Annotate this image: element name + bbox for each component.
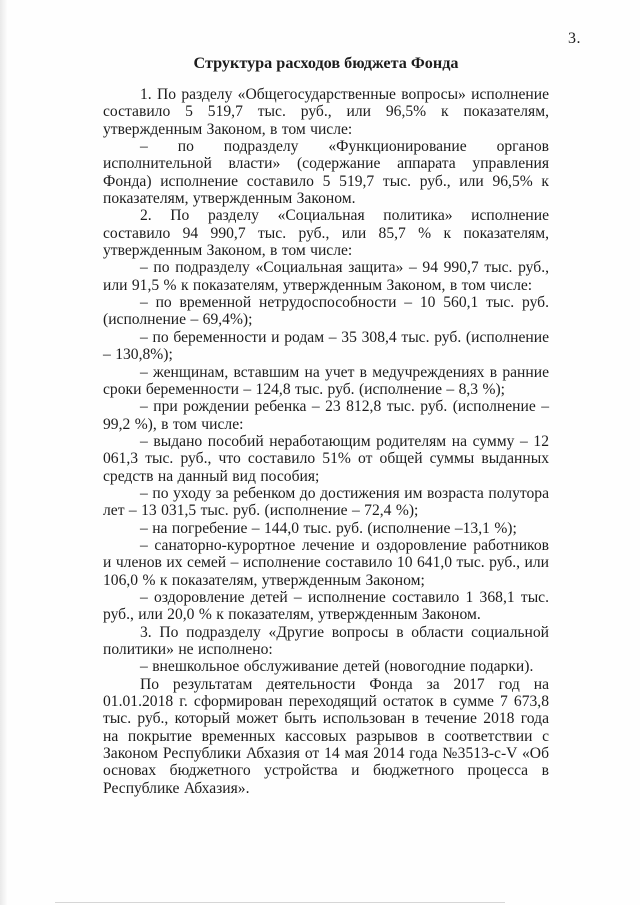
paragraph: – санаторно-курортное лечение и оздоровление работников и членов их семей – исполнение составило 10 641,0 тыс. руб., или 106,0 % к показателям, утвержденным Законом; bbox=[103, 536, 549, 589]
paragraph: 1. По разделу «Общегосударственные вопросы» исполнение составило 5 519,7 тыс. руб., или 96,5% к показателям, утвержденным Законом, в том числе: bbox=[103, 86, 549, 138]
paragraph: 2. По разделу «Социальная политика» исполнение составило 94 990,7 тыс. руб., или 85,7 % к показателям, утвержденным Законом, в том числе: bbox=[103, 207, 549, 260]
document-body bbox=[103, 86, 549, 797]
page-title: Структура расходов бюджета Фонда bbox=[193, 54, 459, 72]
scan-line-artifact bbox=[55, 902, 505, 903]
paragraph: 3. По подразделу «Другие вопросы в области социальной политики» не исполнено: bbox=[103, 623, 549, 658]
paragraph: – при рождении ребенка – 23 812,8 тыс. руб. (исполнение – 99,2 %), в том числе: bbox=[103, 398, 549, 433]
page-number: 3. bbox=[568, 30, 581, 47]
paragraph: – по подразделу «Социальная защита» – 94 990,7 тыс. руб., или 91,5 % к показателям, утвержденным Законом, в том числе: bbox=[103, 259, 549, 294]
paragraph: – по уходу за ребенком до достижения им возраста полутора лет – 13 031,5 тыс. руб. (исполнение – 72,4 %); bbox=[103, 484, 549, 520]
paragraph: – женщинам, вставшим на учет в медучреждениях в ранние сроки беременности – 124,8 тыс. руб. (исполнение – 8,3 %); bbox=[103, 363, 549, 398]
scan-edge-artifact bbox=[0, 0, 7, 905]
paragraph: – на погребение – 144,0 тыс. руб. (исполнение –13,1 %); bbox=[140, 519, 517, 537]
paragraph: – по беременности и родам – 35 308,4 тыс. руб. (исполнение – 130,8%); bbox=[103, 328, 549, 364]
paragraph: – по подразделу «Функционирование органов исполнительной власти» (содержание аппарата управления Фонда) исполнение составило 5 519,7 тыс. руб., или 96,5% к показателям, утвержденным Законом. bbox=[103, 138, 549, 208]
paragraph: – внешкольное обслуживание детей (новогодние подарки). bbox=[140, 658, 534, 676]
paragraph: – по временной нетрудоспособности – 10 560,1 тыс. руб. (исполнение – 69,4%); bbox=[103, 294, 549, 329]
paragraph: – оздоровление детей – исполнение составило 1 368,1 тыс. руб., или 20,0 % к показателям, утвержденным Законом. bbox=[103, 588, 549, 624]
paragraph: – выдано пособий неработающим родителям на сумму – 12 061,3 тыс. руб., что составило 51% от общей суммы выданных средств на данный вид пособия; bbox=[103, 432, 549, 485]
paragraph: По результатам деятельности Фонда за 2017 год на 01.01.2018 г. сформирован переходящий остаток в сумме 7 673,8 тыс. руб., который может быть использован в течение 2018 года на покрытие временных кассовых разрывов в соответствии с Законом Республики Абхазия от 14 мая 2014 года №3513-с-V «Об основах бюджетного устройства и бюджетного процесса в Республике Абхазия». bbox=[103, 675, 549, 797]
